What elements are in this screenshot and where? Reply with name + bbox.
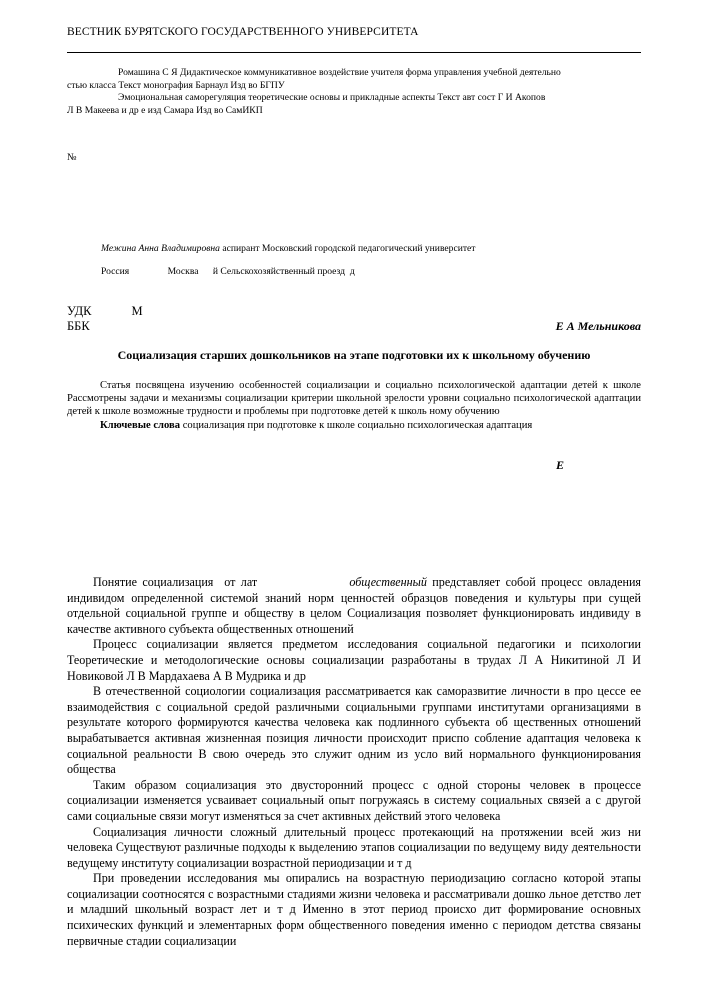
abstract-text: Статья посвящена изучению особенностей социализации и социально психологической адаптации детей к школе Рассмотрены задачи и механизмы социализации критерии школьной зрелости уровни социально психологической адаптации детей к школе возможные трудности и проблемы при подготовке детей к школь ному обучению [67, 380, 641, 418]
body-paragraph [67, 575, 641, 637]
keywords [67, 419, 641, 432]
udk-label: УДК [67, 304, 92, 318]
author-full-name: Межина Анна Владимировна [101, 243, 220, 254]
reference-line: Л В Макеева и др е изд Самара Изд во СамИКП [67, 104, 263, 116]
issue-number-sign: № [67, 152, 77, 163]
article-title: Социализация старших дошкольников на этапе подготовки их к школьному обучению [117, 348, 591, 362]
reference-line: Ромашина С Я Дидактическое коммуникативное воздействие учителя форма управления учебной деятельно [118, 67, 561, 78]
bbk-label: ББК [67, 319, 90, 333]
english-section-marker: E [556, 458, 565, 472]
latin-term-translation: общественный [349, 575, 427, 589]
keywords-label: Ключевые слова [100, 419, 181, 431]
author-address: Россия Москва й Сельскохозяйственный проезд д [101, 266, 355, 277]
journal-title: ВЕСТНИК БУРЯТСКОГО ГОСУДАРСТВЕННОГО УНИВЕРСИТЕТА [67, 26, 419, 38]
article-body [67, 575, 641, 949]
author-position: аспирант Московский городской педагогический университет [219, 243, 476, 254]
body-paragraph: Таким образом социализация это двусторонний процесс с одной стороны человек в процессе социализации изменяется усваивает социальный опыт погружаясь в систему социальных связей а с другой сами социальные связи могут изменяться за счет активных действий этого человека [67, 777, 641, 823]
keywords-text: социализация при подготовке к школе социально психологическая адаптация [180, 419, 533, 431]
reference-line: Эмоциональная саморегуляция теоретические основы и прикладные аспекты Текст авт сост Г И Акопов [118, 92, 546, 103]
paragraph-text: представляет собой процесс овладения индивидом определенной системой знаний норм ценностей образцов поведения и культуры при сущей отдельной социальной группе и обществу в целом Социализация позволяет функционировать индивиду в качестве активного субъекта общественных отношений [67, 575, 641, 636]
reference-line: стью класса Текст монография Барнаул Изд во БГПУ [67, 79, 285, 91]
udk-value: М [131, 304, 143, 318]
paragraph-text: Понятие социализация от лат [93, 575, 350, 589]
body-paragraph: Социализация личности сложный длительный процесс протекающий на протяжении всей жиз ни человека Существуют различные подходы к выделению этапов социализации по ведущему виду деятельности ведущему институту социализации возрастной периодизации и т д [67, 824, 641, 870]
body-paragraph: В отечественной социологии социализация рассматривается как саморазвитие личности в про цессе ее взаимодействия с социальной средой различными социальными группами институтами организациями в результате которого формируются качества человека как подлинного субъекта об щественных отношений вырабатывается активная жизненная позиция личности происходит приспо собление адаптация человека к социальной реальности В свою очередь это служит одним из усло вий нормального функционирования общества [67, 684, 641, 777]
classification-codes [67, 304, 143, 334]
abstract [67, 379, 641, 432]
author-affiliation [101, 243, 476, 254]
header-divider [67, 52, 641, 53]
body-paragraph: При проведении исследования мы опирались на возрастную периодизацию согласно которой этапы социализации соотносятся с возрастными стадиями жизни человека и рассматривали дошко льное детство лет и младший школьный возраст лет и т д Именно в этот период происхо дит формирование основных психических функций и элементарных форм общественного поведения именно с периодом детства связаны первичные стадии социализации [67, 871, 641, 948]
reference-item [67, 67, 641, 92]
article-author: Е А Мельникова [555, 319, 641, 333]
reference-item [67, 92, 641, 117]
body-paragraph: Процесс социализации является предметом исследования социальной педагогики и психологии Теоретические и методологические основы социализации разработаны в трудах Л А Никитиной Л И Новиковой Л В Мардахаева А В Мудрика и др [67, 637, 641, 683]
